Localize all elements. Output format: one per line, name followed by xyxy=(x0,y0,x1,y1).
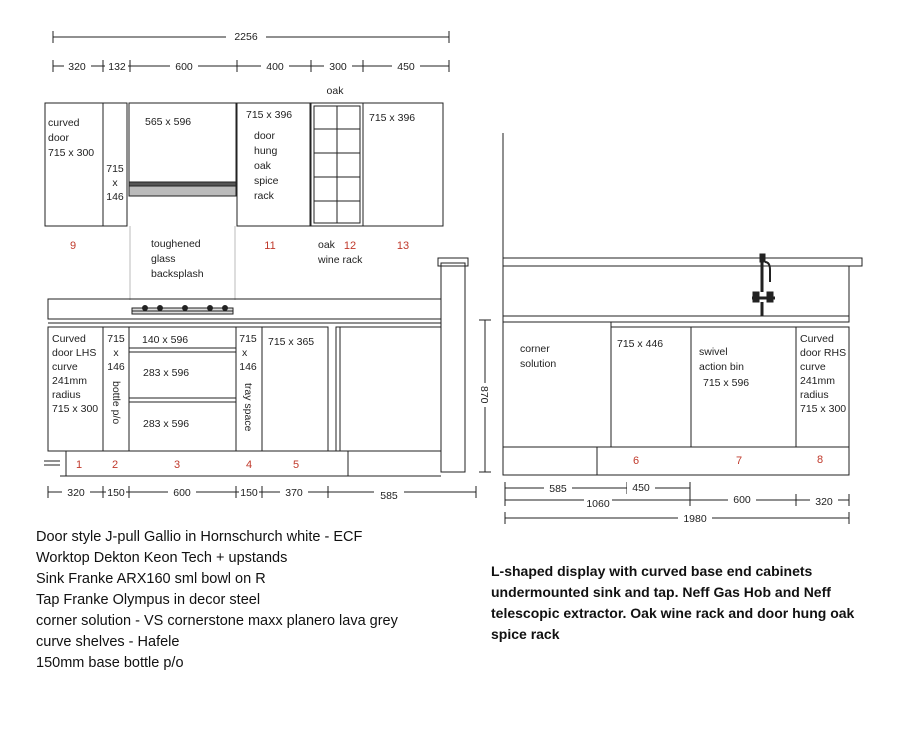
spec-notes xyxy=(36,527,398,674)
rhs-line-5: radius xyxy=(800,389,829,401)
display-summary: L-shaped display with curved base end cabinets undermounted sink and tap. Neff Gas Hob and Neff telescopic extractor. Oak wine rack and door hung oak spice rack xyxy=(491,563,855,642)
wall-unit-9-line-1: curved xyxy=(48,117,80,129)
unit-number-13: 13 xyxy=(396,240,410,252)
wall-unit-11-line-5: spice xyxy=(254,175,279,187)
base-dim-600: 600 xyxy=(173,487,191,499)
unit-number-9: 9 xyxy=(69,240,77,252)
tray-space-label: tray space xyxy=(242,383,254,432)
base-unit-1-line-5: radius xyxy=(52,389,81,401)
base-unit-4-line-3: 146 xyxy=(239,361,257,373)
wall-unit-11-line-4: oak xyxy=(254,160,271,172)
b-overall-1980: 1980 xyxy=(683,513,707,525)
wall-unit-11-line-2: door xyxy=(254,130,276,142)
base-unit-4-line-2: x xyxy=(242,347,248,359)
base-dim-150a: 150 xyxy=(107,487,125,499)
worktop-a xyxy=(48,299,441,319)
rhs-line-3: curve xyxy=(800,361,826,373)
gas-hob xyxy=(132,306,233,315)
unit-number-5: 5 xyxy=(292,459,300,471)
end-panel-cap xyxy=(438,258,468,266)
base-unit-1-line-4: 241mm xyxy=(52,375,88,387)
base-unit-5-size: 715 x 365 xyxy=(268,336,315,348)
unit-number-7: 7 xyxy=(735,455,743,467)
b-dim-450: 450 xyxy=(632,482,650,494)
base-unit-2-line-3: 146 xyxy=(107,361,125,373)
base-unit-1-line-1: Curved xyxy=(52,333,86,345)
wall-unit-narrow-line-2: x xyxy=(112,177,118,189)
bin-line-2: action bin xyxy=(699,361,744,373)
unit-number-11: 11 xyxy=(264,240,276,252)
unit-number-8: 8 xyxy=(816,454,824,466)
unit-number-3: 3 xyxy=(173,459,181,471)
drawer-bottom-size: 283 x 596 xyxy=(143,418,190,430)
elevation-b xyxy=(478,133,862,475)
base-dim-320: 320 xyxy=(67,487,85,499)
bin-line-3: 715 x 596 xyxy=(703,377,750,389)
wall-unit-11-line-6: rack xyxy=(254,190,274,202)
base-unit-1-line-2: door LHS xyxy=(52,347,97,359)
tap xyxy=(752,254,775,316)
oak-label: oak xyxy=(326,85,344,97)
wall-unit-13-size: 715 x 396 xyxy=(369,112,416,124)
base-unit-2-line-2: x xyxy=(113,347,119,359)
wall-unit-narrow-line-1: 715 xyxy=(106,163,124,175)
corner-line-1: corner xyxy=(520,343,550,355)
wall-dim-600: 600 xyxy=(175,61,193,73)
unit-number-12: 12 xyxy=(343,240,357,252)
height-dim-870: 870 xyxy=(478,386,490,404)
wall-unit-9-line-3: 715 x 300 xyxy=(48,147,95,159)
wall-unit-numbers xyxy=(70,238,409,280)
wall-dim-320: 320 xyxy=(68,61,86,73)
note-door-style: Door style J-pull Gallio in Hornschurch white - ECF xyxy=(36,529,363,545)
wall-unit-narrow-line-3: 146 xyxy=(106,191,124,203)
wine-rack-label-2: wine rack xyxy=(318,254,363,266)
b-dim-1060: 1060 xyxy=(586,498,610,510)
wall-a-dimensions xyxy=(53,30,449,97)
note-worktop: Worktop Dekton Keon Tech + upstands xyxy=(36,550,288,566)
upstand-top-b xyxy=(503,258,862,266)
overall-width-label: 2256 xyxy=(234,31,258,43)
elevation-b-dimensions xyxy=(505,481,849,525)
unit-number-2: 2 xyxy=(111,459,119,471)
note-corner: corner solution - VS cornerstone maxx planero lava grey xyxy=(36,613,398,629)
bin-line-1: swivel xyxy=(699,346,728,358)
base-unit-1-line-3: curve xyxy=(52,361,78,373)
wine-rack-12 xyxy=(311,103,363,226)
wall-dim-300: 300 xyxy=(329,61,347,73)
curved-rhs-unit xyxy=(796,327,849,447)
plinth-b xyxy=(503,447,849,475)
wall-units xyxy=(45,103,443,226)
note-tap: Tap Franke Olympus in decor steel xyxy=(36,592,261,608)
unit-number-6: 6 xyxy=(632,455,640,467)
rhs-line-1: Curved xyxy=(800,333,834,345)
base-dim-585: 585 xyxy=(380,490,398,502)
b-dim-600: 600 xyxy=(733,494,751,506)
base-unit-4-line-1: 715 xyxy=(239,333,257,345)
wine-rack-label-1: oak xyxy=(318,239,335,251)
note-bottle: 150mm base bottle p/o xyxy=(36,655,184,671)
wall-dim-400: 400 xyxy=(266,61,284,73)
corner-line-2: solution xyxy=(520,358,557,370)
backsplash-label-1: toughened xyxy=(151,238,201,250)
base-dimensions-a xyxy=(48,485,476,502)
base-dim-370: 370 xyxy=(285,487,303,499)
dishwasher-panel xyxy=(336,327,441,451)
rhs-line-6: 715 x 300 xyxy=(800,403,847,415)
b-dim-585: 585 xyxy=(549,483,567,495)
backsplash-label-2: glass xyxy=(151,253,176,265)
wall-unit-11-line-3: hung xyxy=(254,145,278,157)
sink-unit-size: 715 x 446 xyxy=(617,338,664,350)
base-unit-1-line-6: 715 x 300 xyxy=(52,403,99,415)
base-unit-2-line-1: 715 xyxy=(107,333,125,345)
wall-dim-132: 132 xyxy=(108,61,126,73)
drawer-top-size: 140 x 596 xyxy=(142,334,189,346)
extractor-visor xyxy=(129,186,236,196)
extractor-strip xyxy=(129,182,236,186)
wall-unit-11 xyxy=(237,103,310,226)
wall-unit-11-line-1: 715 x 396 xyxy=(246,109,293,121)
base-dim-150b: 150 xyxy=(240,487,258,499)
end-panel-post xyxy=(441,263,465,472)
note-sink: Sink Franke ARX160 sml bowl on R xyxy=(36,571,266,587)
rhs-line-2: door RHS xyxy=(800,347,847,359)
unit-number-1: 1 xyxy=(75,459,83,471)
wall-unit-9-line-2: door xyxy=(48,132,70,144)
rhs-line-4: 241mm xyxy=(800,375,836,387)
drawer-mid-size: 283 x 596 xyxy=(143,367,190,379)
upstand-b xyxy=(503,266,849,322)
bottle-label: bottle p/o xyxy=(110,381,122,425)
corner-unit xyxy=(503,322,611,447)
extractor-size: 565 x 596 xyxy=(145,116,192,128)
b-dim-320: 320 xyxy=(815,496,833,508)
unit-number-4: 4 xyxy=(245,459,253,471)
backsplash-label-3: backsplash xyxy=(151,268,204,280)
wall-dim-450: 450 xyxy=(397,61,415,73)
note-shelves: curve shelves - Hafele xyxy=(36,634,180,650)
